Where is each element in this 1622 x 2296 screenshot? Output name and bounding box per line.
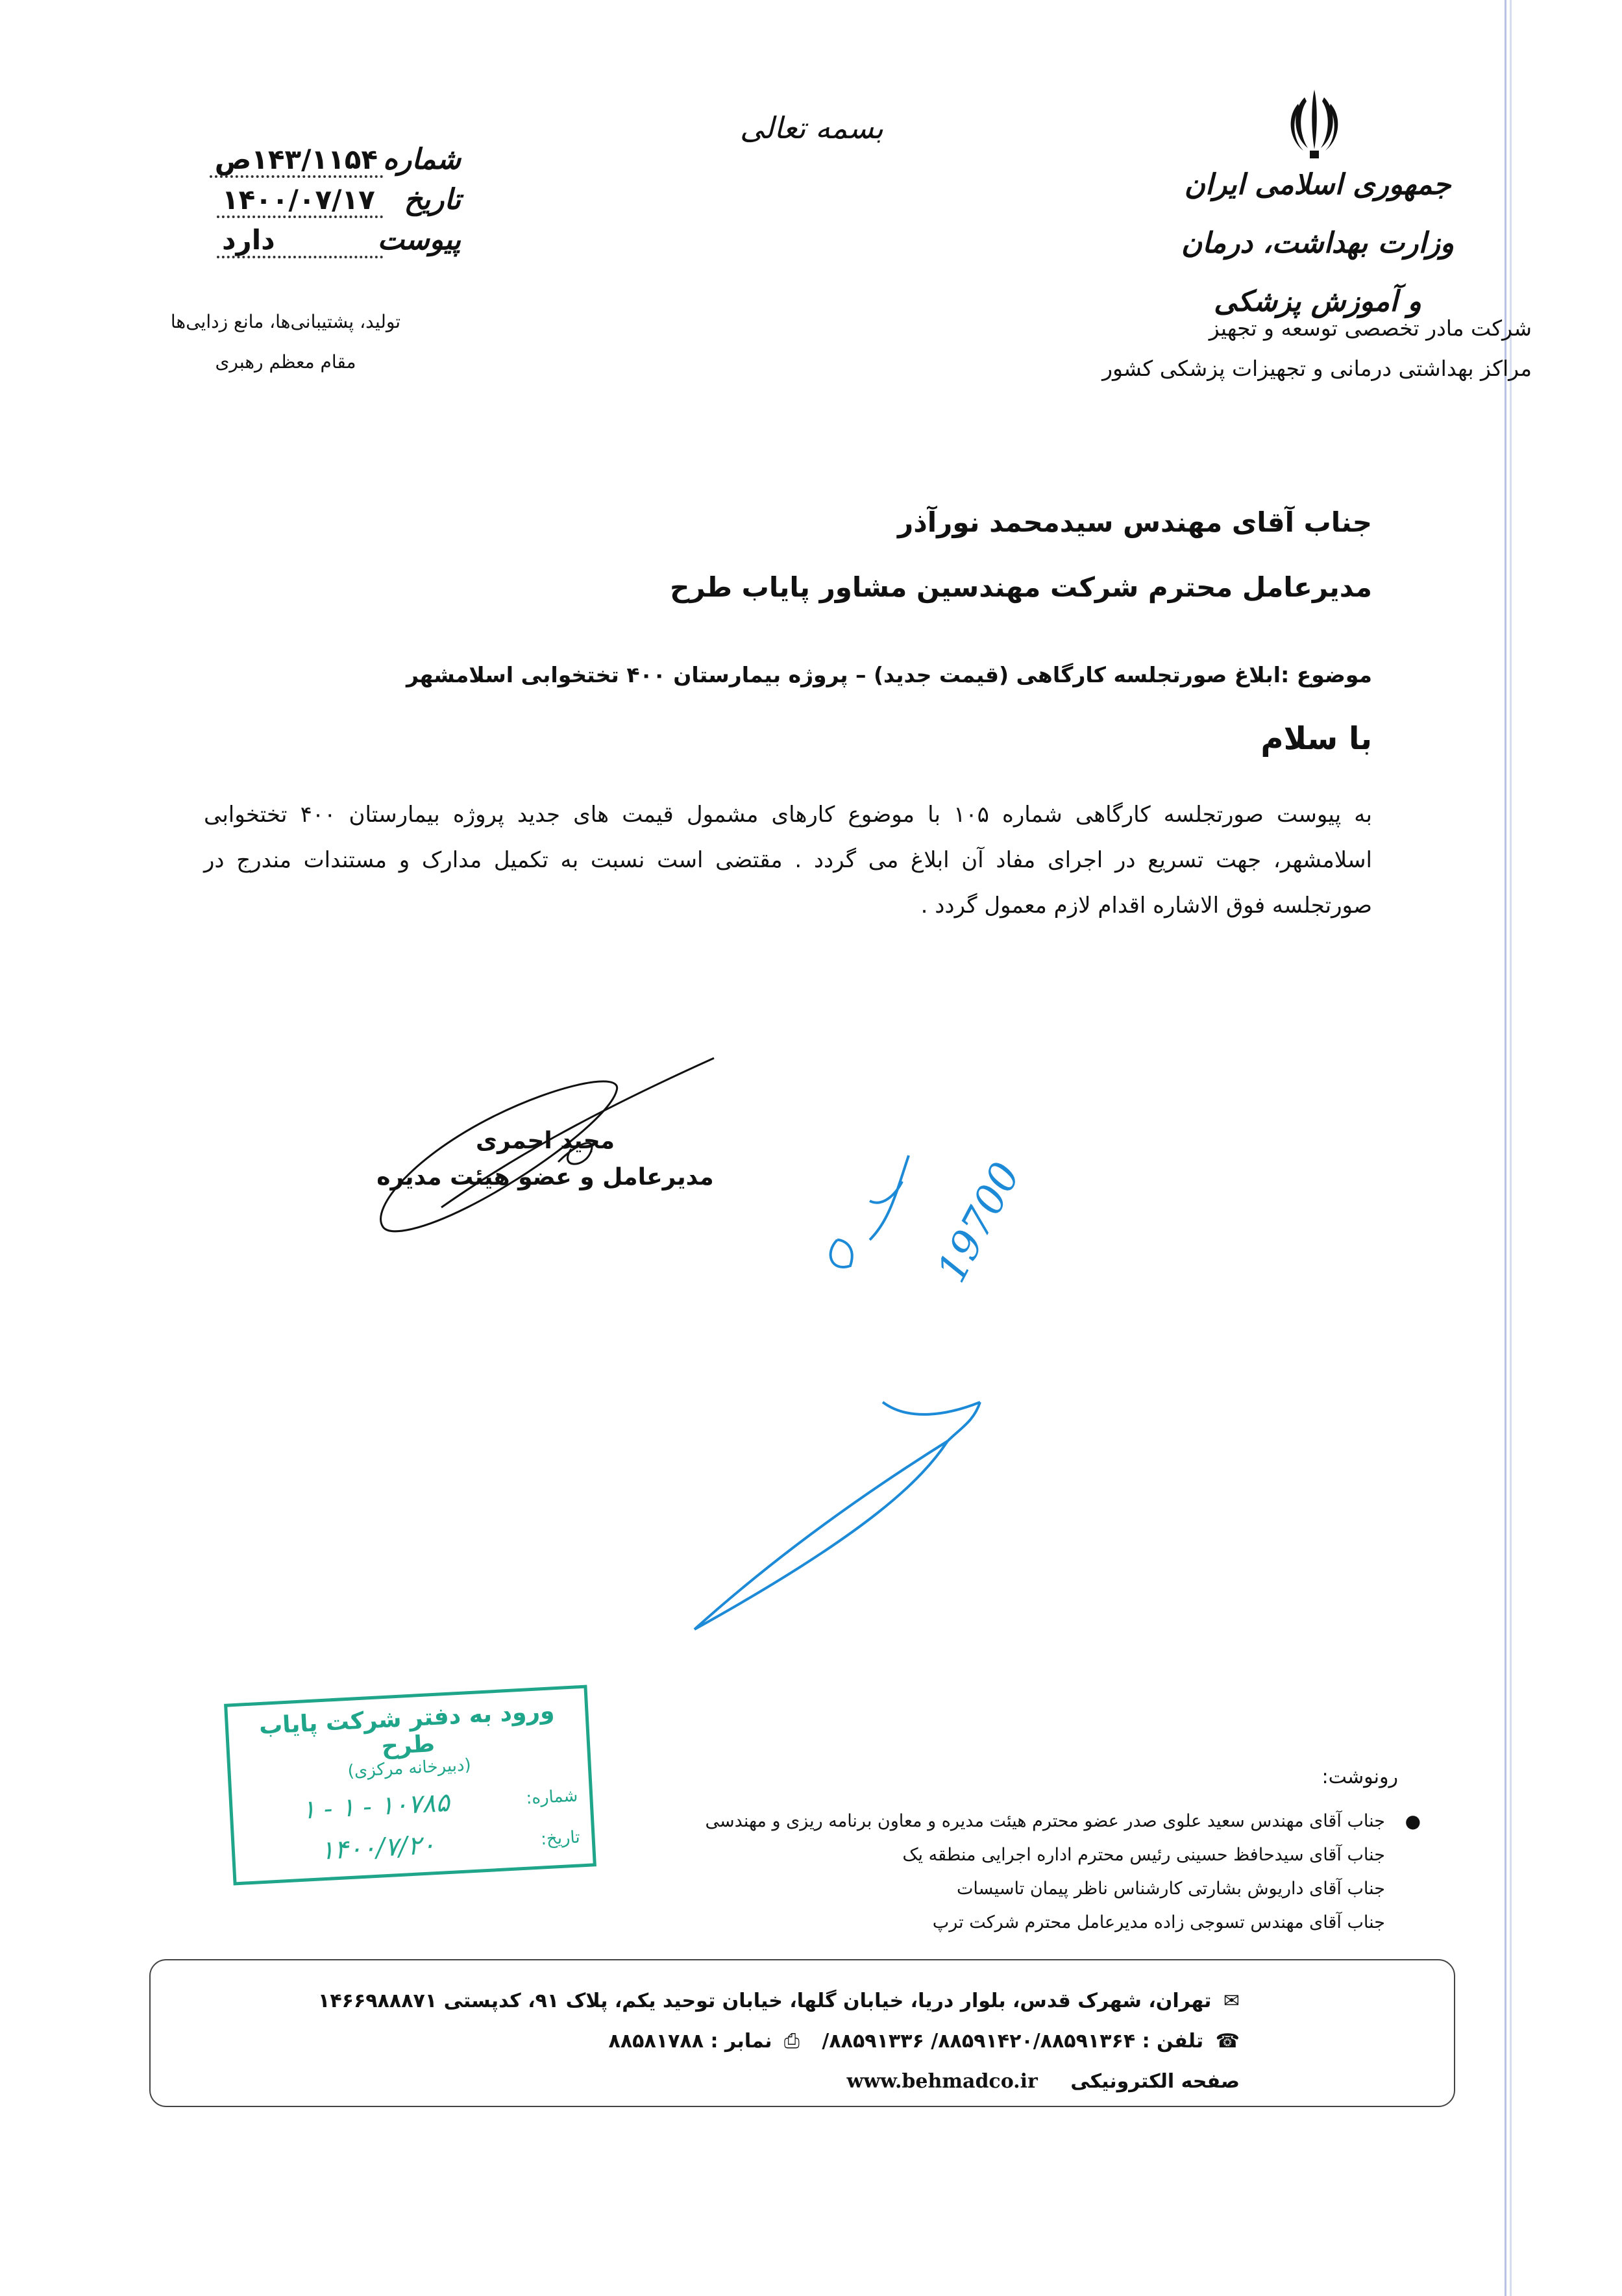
letter-footer: [149, 1959, 1455, 2107]
cc-item-text: جناب آقای سیدحافظ حسینی رئیس محترم اداره اجرایی منطقه یک: [902, 1845, 1385, 1865]
stamp-subtitle: (دبیرخانه مرکزی): [347, 1755, 472, 1781]
annotation-number: 19700: [927, 1154, 1029, 1290]
signer-name: مجید احمری: [475, 1128, 615, 1154]
iran-emblem-icon: [1285, 84, 1344, 162]
cc-item: [671, 1872, 1385, 1906]
republic-title: جمهوری اسلامی ایران: [1184, 168, 1451, 201]
company-line: شرکت مادر تخصصی توسعه و تجهیز: [1209, 315, 1532, 341]
mail-icon: ✉: [1223, 1990, 1240, 2012]
company-name: [1077, 308, 1532, 389]
cc-item-text: جناب آقای مهندس تسوجی زاده مدیرعامل محترم شرکت ترپ: [932, 1912, 1385, 1932]
cc-item-text: جناب آقای داریوش بشارتی کارشناس ناظر پیمان تاسیسات: [957, 1879, 1385, 1899]
cc-list: [671, 1805, 1421, 1940]
attachment-row: [188, 223, 461, 264]
stamp-date-value: ۱۴۰۰/۷/۲۰: [319, 1830, 436, 1866]
registration-annotation: [675, 1117, 1064, 1649]
footer-contact: [201, 1981, 1240, 2102]
fax-icon: ⎙: [783, 2030, 800, 2053]
addressee-position: مدیرعامل محترم شرکت مهندسین مشاور پایاب طرح: [670, 571, 1372, 603]
footer-website-label: صفحه الکترونیکی: [1070, 2070, 1240, 2093]
cc-title: رونوشت:: [1321, 1766, 1398, 1788]
bullet-icon: ●: [1405, 1810, 1421, 1832]
signer-title: مدیرعامل و عضو هیئت مدیره: [376, 1164, 714, 1191]
ministry-name: وزارت بهداشت، درمان و آموزش پزشکی: [1181, 227, 1455, 318]
footer-web-row: [201, 2062, 1240, 2102]
addressee-name: جناب آقای مهندس سیدمحمد نورآذر: [898, 506, 1372, 538]
incoming-stamp: [224, 1685, 596, 1886]
date-value: ۱۴۰۰/۰۷/۱۷: [217, 184, 383, 218]
slogan-line: تولید، پشتیبانی‌ها، مانع زدایی‌ها: [170, 311, 401, 332]
footer-phone-row: [201, 2021, 1240, 2062]
cc-item: [671, 1805, 1421, 1838]
number-value: ۱۴۳/۱۱۵۴ص: [210, 143, 383, 178]
phone-icon: ☎: [1215, 2030, 1240, 2053]
date-label: تاریخ: [404, 183, 461, 216]
cc-item-text: جناب آقای مهندس سعید علوی صدر عضو محترم هیئت مدیره و معاون برنامه ریزی و مهندسی: [705, 1811, 1385, 1831]
footer-website-link[interactable]: www.behmadco.ir: [846, 2070, 1038, 2093]
ministry-title: [1175, 156, 1460, 331]
company-line: مراکز بهداشتی درمانی و تجهیزات پزشکی کشور: [1102, 356, 1532, 381]
attachment-label: پیوست: [377, 223, 461, 256]
footer-address: تهران، شهرک قدس، بلوار دریا، خیابان گلها، خیابان توحید یکم، پلاک ۹۱، کدپستی ۱۴۶۶۹۸۸۸۷۱: [318, 1990, 1212, 2012]
footer-address-row: [201, 1981, 1240, 2021]
footer-fax: نمابر : ۸۸۵۸۱۷۸۸: [608, 2030, 772, 2053]
cc-item: [671, 1838, 1385, 1872]
stamp-number-label: شماره:: [525, 1786, 579, 1808]
stamp-date-label: تاریخ:: [540, 1827, 581, 1849]
stamp-number-value: ۱۰۷۸۵ - ۱ - ۱: [301, 1787, 450, 1825]
stamp-number-row: [244, 1781, 579, 1829]
number-row: [188, 143, 461, 183]
signer-block: [376, 1123, 714, 1196]
stamp-title: ورود به دفتر شرکت پایاب طرح: [258, 1697, 556, 1760]
footer-phone: تلفن : ۸۸۵۹۱۴۲۰/۸۸۵۹۱۳۶۴/ ۸۸۵۹۱۳۳۶/: [822, 2030, 1204, 2053]
date-row: [188, 183, 461, 223]
basmala: بسمه تعالی: [740, 110, 884, 145]
number-label: شماره: [382, 143, 461, 176]
slogan: [149, 302, 422, 382]
addressee: [399, 490, 1372, 620]
slogan-author: مقام معظم رهبری: [215, 351, 356, 373]
letter-subject: موضوع :ابلاغ صورتجلسه کارگاهی (قیمت جدید) – پروژه بیمارستان ۴۰۰ تختخوابی اسلامشهر: [406, 662, 1372, 687]
stamp-date-row: [246, 1822, 581, 1870]
letter-body: به پیوست صورتجلسه کارگاهی شماره ۱۰۵ با موضوع کارهای مشمول قیمت های جدید پروژه بیمارستان ۴۰۰ تختخوابی اسلامشهر، جهت تسریع در اجرای مفاد آن ابلاغ می گردد . مقتضی است نسبت به تکمیل مدارک و مستندات مندرج در صورتجلسه فوق الاشاره اقدام لازم معمول گردد .: [204, 802, 1372, 919]
cc-item: [671, 1906, 1385, 1940]
attachment-value: دارد: [217, 224, 383, 258]
letter-meta: [188, 143, 461, 264]
greeting: با سلام: [1260, 721, 1372, 757]
